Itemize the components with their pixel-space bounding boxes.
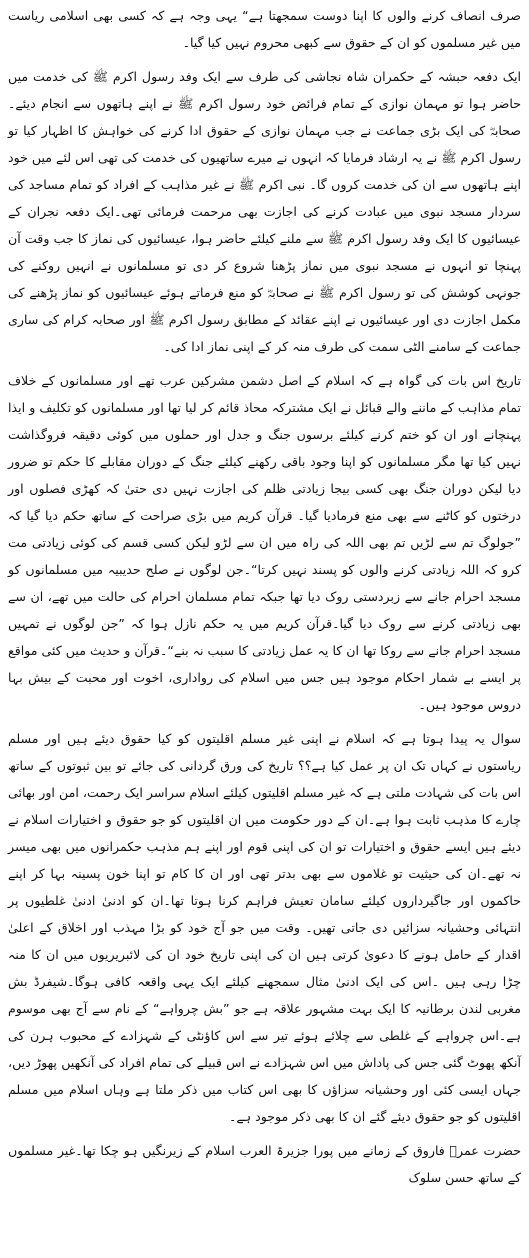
paragraph-1: صرف انصاف کرنے والوں کا اپنا دوست سمجھتا ہے“ یہی وجہ ہے کہ کسی بھی اسلامی ریاست میں غیر مسلموں کو ان کے حقوق سے کبھی محروم نہیں کیا گیا۔ (8, 8, 521, 50)
paragraph-5: حضرت عمرؓ فاروق کے زمانے میں پورا جزیرۃ العرب اسلام کے زیرنگیں ہو چکا تھا۔غیر مسلموں کے ساتھ حسن سلوک (8, 1143, 521, 1185)
paragraph-3: تاریخ اس بات کی گواہ ہے کہ اسلام کے اصل دشمن مشرکین عرب تھے اور مسلمانوں کے خلاف تمام مذاہب کے ماننے والے قبائل نے ایک مشترکہ محاذ قائم کر لیا تھا اور مسلمانوں کو تکلیف و ایذا پہنچانے اور ان کو ختم کرنے کیلئے برسوں جنگ و جدل اور حملوں میں کوئی دقیقہ فروگذاشت نہیں کیا تھا مگر مسلمانوں کو اپنا وجود باقی رکھنے کیلئے جنگ کے دوران مقابلے کا حکم تو ضرور دیا لیکن دوران جنگ بھی کسی بیجا زیادتی ظلم کی اجازت نہیں دی حتیٰ کہ کھڑی فصلوں اور درختوں کو کاٹنے سے بھی منع فرمادیا گیا۔ قرآن کریم میں بڑی صراحت کے ساتھ حکم دیا گیا کہ ”جولوگ تم سے لڑیں تم بھی اللہ کی راہ میں ان سے لڑو لیکن کسی قسم کی کوئی زیادتی مت کرو کہ اللہ زیادتی کرنے والوں کو پسند نہیں کرتا“۔جن لوگوں نے صلح حدیبیہ میں مسلمانوں کو مسجد احرام جانے سے زبردستی روک دیا تھا جبکہ تمام مسلمان احرام کی حالت میں تھے، ان سے بھی زیادتی کرنے سے روک دیا گیا۔قرآن کریم میں یہ حکم نازل ہوا کہ ”جن لوگوں نے تمہیں مسجد احرام جانے سے روکا تھا ان کا یہ عمل زیادتی کا سبب نہ بنے“۔قرآن و حدیث میں کئی مواقع پر ایسے بے شمار احکام موجود ہیں جس میں اسلام کی رواداری، اخوت اور محبت کے بیش بہا دروس موجود ہیں۔ (8, 373, 521, 712)
paragraph-2: ایک دفعہ حبشہ کے حکمران شاہ نجاشی کی طرف سے ایک وفد رسول اکرم ﷺ کی خدمت میں حاضر ہوا تو مہمان نوازی کے تمام فرائض خود رسول اکرم ﷺ نے اپنے ہاتھوں سے انجام دیئے۔صحابہؓ کی ایک بڑی جماعت نے جب مہمان نوازی کے حقوق ادا کرنے کی خواہش کا اظہار کیا تو رسول اکرم ﷺ نے یہ ارشاد فرمایا کہ انہوں نے میرے ساتھیوں کی خدمت کی تھی اس لئے میں خود اپنے ہاتھوں سے ان کی خدمت کروں گا۔ نبی اکرم ﷺ نے غیر مذاہب کے افراد کو تمام مساجد کی سردار مسجد نبوی میں عبادت کرنے کی اجازت بھی مرحمت فرمائی تھی۔ایک دفعہ نجران کے عیسائیوں کا ایک وفد رسول اکرم ﷺ سے ملنے کیلئے حاضر ہوا، عیسائیوں کی نماز کا جب وقت آن پہنچا تو انہوں نے مسجد نبوی میں نماز پڑھنا شروع کر دی تو مسلمانوں نے انہیں روکنے کی جونہی کوشش کی تو رسول اکرم ﷺ نے صحابہؓ کو منع فرماتے ہوئے عیسائیوں کو نماز پڑھنے کی مکمل اجازت دی اور عیسائیوں نے اپنے عقائد کے مطابق رسول اکرم ﷺ اور صحابہ کرام کی ساری جماعت کے سامنے الٹی سمت کی طرف منہ کر کے اپنی نماز ادا کی۔ (8, 69, 521, 354)
paragraph-4: سوال یہ پیدا ہوتا ہے کہ اسلام نے اپنی غیر مسلم اقلیتوں کو کیا حقوق دیئے ہیں اور مسلم ریاستوں نے کہاں تک ان پر عمل کیا ہے؟؟ تاریخ کی ورق گردانی کی جائے تو بین ثبوتوں کے ساتھ اس بات کی شہادت ملتی ہے کہ غیر مسلم اقلیتوں کیلئے اسلام سراسر ایک رحمت، امن اور بھائی چارے کا مذہب ثابت ہوا ہے۔ان کے دور حکومت میں ان اقلیتوں کو جو حقوق و اختیارات اسلام نے دیئے ہیں ایسے حقوق و اختیارات تو ان کی اپنی قوم اور اپنے ہم مذہب حکمرانوں میں بھی میسر نہ تھے۔ان کی حیثیت تو غلاموں سے بھی بدتر تھی اور ان کا کام تو اپنا خون پسینہ بہا کر اپنے حاکموں اور جاگیرداروں کیلئے سامان تعیش فراہم کرنا ہوتا تھا۔ان کو ادنیٰ ادنیٰ غلطیوں پر انتہائی وحشیانہ سزائیں دی جاتی تھیں۔ وقت میں جو آج خود کو بڑا مہذب اور اخلاق کے اعلیٰ اقدار کے حامل ہونے کا دعویٰ کرتی ہیں ان کی اپنی تاریخ خود ان کی لائبریریوں میں ان کا منہ چڑا رہی ہیں ۔اس کی ایک ادنیٰ مثال سمجھنے کیلئے ایک یہی واقعہ کافی ہوگا۔شیفرڈ بش مغربی لندن برطانیہ کا ایک بہت مشہور علاقہ ہے جو ”بش چرواہے“ کے نام سے آج بھی موسوم ہے۔اس چرواہے کے غلطی سے چلائے ہوئے تیر سے اس کاؤنٹی کے شہزادے کے محبوب ہرن کی آنکھ پھوٹ گئی جس کی پاداش میں اس شہزادے نے اس قبیلے کی تمام افراد کی آنکھیں پھوڑ دیں، جہاں ایسی کئی اور وحشیانہ سزاؤں کا بھی اس کتاب میں ذکر ملتا ہے وہاں اسلام میں مسلم اقلیتوں کو جو حقوق دیئے گئے ان کا بھی ذکر موجود ہے۔ (8, 731, 521, 1124)
